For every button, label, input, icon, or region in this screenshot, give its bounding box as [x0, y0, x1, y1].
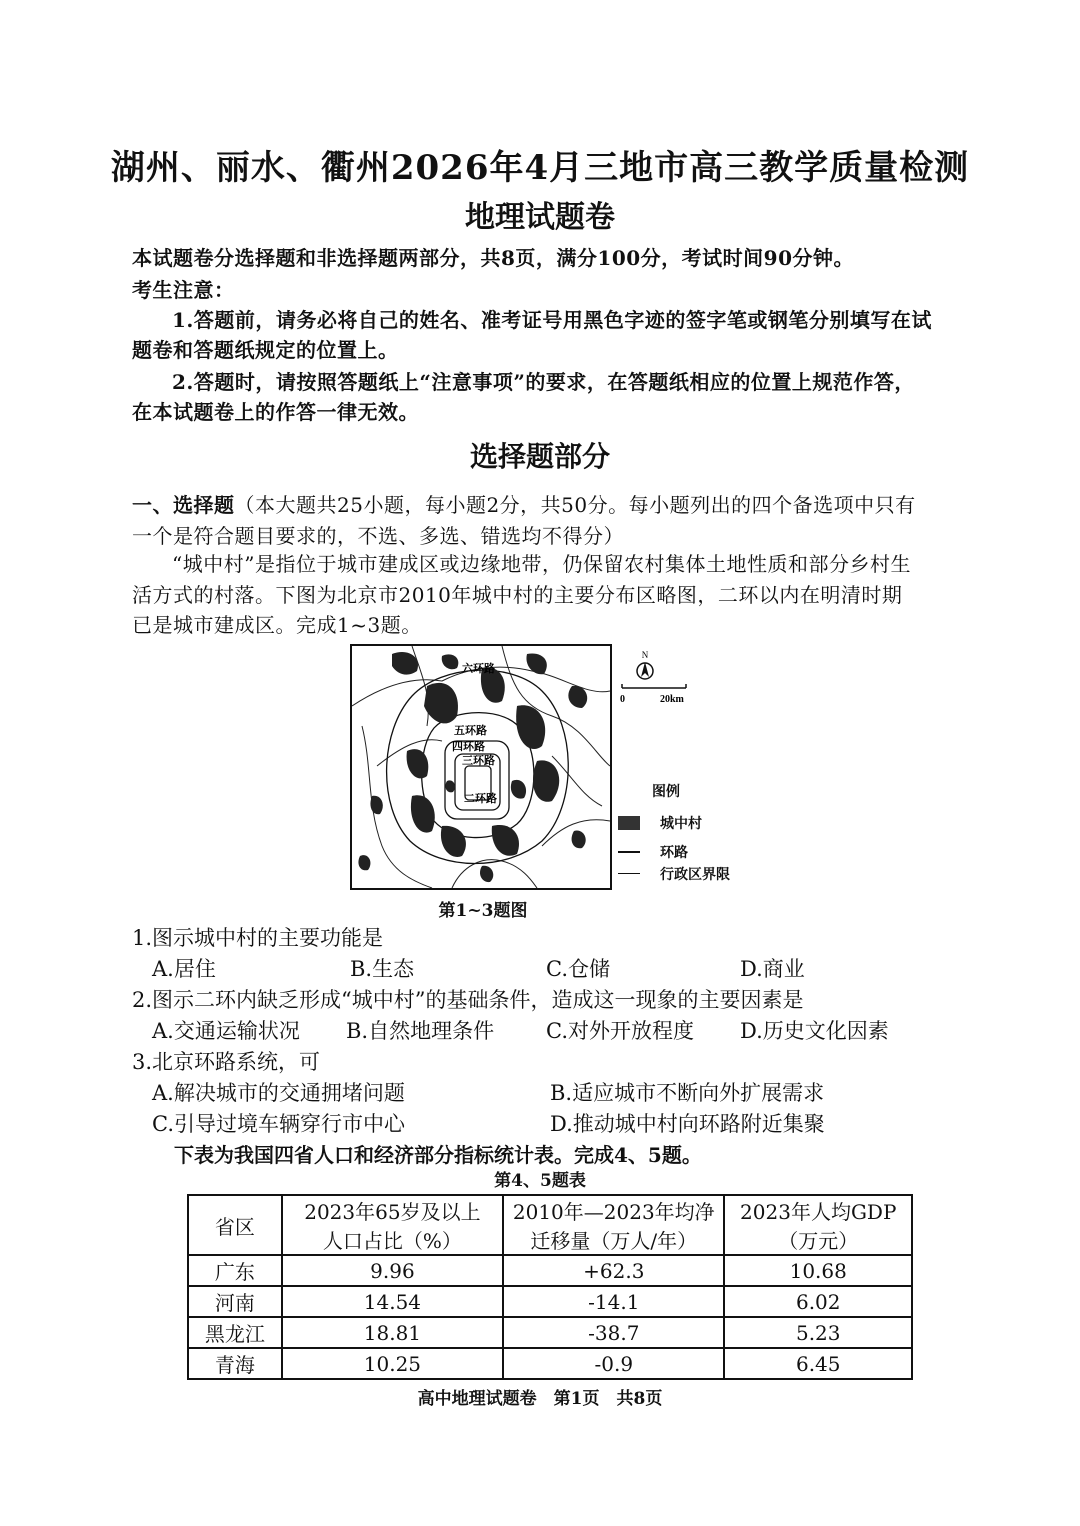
cell-gdp: 6.02 [724, 1286, 912, 1317]
table-row [188, 1286, 912, 1317]
legend-swatch-village [618, 816, 640, 830]
notice-1a: 1.答题前，请务必将自己的姓名、准考证号用黑色字迹的签字笔或钢笔分别填写在试 [172, 308, 932, 332]
question-3: 3.北京环路系统，可 [132, 1050, 321, 1074]
header-province [188, 1195, 282, 1255]
passage1-line1: “城中村”是指位于城市建成区或边缘地带，仍保留农村集体土地性质和部分乡村生 [172, 552, 911, 576]
q1-option-d: D.商业 [740, 957, 805, 981]
village-patch [511, 780, 526, 799]
table-row [188, 1348, 912, 1379]
header-text: （万元） [778, 1229, 859, 1253]
map-svg [352, 646, 610, 888]
notice-2b: 在本试题卷上的作答一律无效。 [132, 400, 419, 424]
cell-aging: 9.96 [282, 1255, 503, 1286]
boundary-line [452, 860, 537, 888]
q1-option-b: B.生态 [350, 957, 415, 981]
cell-gdp: 5.23 [724, 1317, 912, 1348]
cell-aging: 18.81 [282, 1317, 503, 1348]
header-text: 迁移量（万人/年） [530, 1229, 698, 1253]
village-patch [358, 855, 370, 870]
header-gdp [724, 1195, 912, 1255]
part1-desc-b: 一个是符合题目要求的，不选、多选、错选均不得分） [132, 524, 624, 548]
scale-zero: 0 [620, 694, 625, 705]
part1-label: 一、选择题 [132, 493, 235, 517]
cell-aging: 10.25 [282, 1348, 503, 1379]
table-row [188, 1317, 912, 1348]
q2-option-d: D.历史文化因素 [740, 1019, 889, 1043]
q3-option-d: D.推动城中村向环路附近集聚 [550, 1112, 825, 1136]
table-caption: 第4、5题表 [494, 1171, 586, 1191]
q2-option-a: A.交通运输状况 [152, 1019, 300, 1043]
table-header-row [188, 1195, 912, 1255]
q2-option-b: B.自然地理条件 [346, 1019, 495, 1043]
page-footer: 高中地理试题卷 第1页 共8页 [417, 1389, 663, 1409]
header-text: 2023年人均GDP [740, 1200, 897, 1224]
exam-subtitle: 地理试题卷 [465, 200, 615, 235]
cell-province: 黑龙江 [188, 1317, 282, 1348]
village-patch [533, 760, 559, 801]
question-1: 1.图示城中村的主要功能是 [132, 926, 384, 950]
passage2: 下表为我国四省人口和经济部分指标统计表。完成4、5题。 [174, 1143, 702, 1167]
table-row [188, 1255, 912, 1286]
stats-table [187, 1194, 913, 1380]
district-boundaries [352, 646, 610, 888]
cell-gdp: 6.45 [724, 1348, 912, 1379]
north-letter: N [641, 650, 649, 660]
header-text: 人口占比（%） [322, 1229, 462, 1253]
header-text: 省区 [214, 1214, 255, 1239]
header-aging [282, 1195, 503, 1255]
cell-province: 青海 [188, 1348, 282, 1379]
part1-desc-a: （本大题共25小题，每小题2分，共50分。每小题列出的四个备选项中只有 [234, 493, 916, 517]
village-patch [492, 825, 519, 856]
village-patch [370, 796, 382, 814]
header-text: 2023年65岁及以上 [304, 1200, 481, 1224]
village-patch [445, 780, 455, 792]
passage1-line2: 活方式的村落。下图为北京市2010年城中村的主要分布区略图，二环以内在明清时期 [132, 583, 903, 607]
q1-option-c: C.仓储 [546, 957, 610, 981]
passage1-line3: 已是城市建成区。完成1~3题。 [132, 613, 422, 637]
legend-boundary: 行政区界限 [660, 867, 730, 883]
header-migration [503, 1195, 724, 1255]
cell-province: 河南 [188, 1286, 282, 1317]
ring-label-3: 三环路 [462, 754, 495, 767]
exam-title: 湖州、丽水、衢州2026年4月三地市高三教学质量检测 [110, 148, 970, 188]
ring-label-2: 二环路 [464, 792, 497, 805]
village-patch [441, 826, 466, 857]
legend-title: 图例 [652, 784, 680, 800]
legend-village: 城中村 [660, 816, 702, 832]
header-text: 2010年—2023年均净 [512, 1200, 715, 1224]
village-patch [392, 652, 418, 675]
village-patch [411, 795, 435, 832]
urban-villages [358, 652, 587, 882]
q3-option-b: B.适应城市不断向外扩展需求 [550, 1081, 825, 1105]
legend-ring: 环路 [660, 845, 688, 861]
ring-label-5: 五环路 [454, 724, 487, 737]
village-patch [526, 653, 546, 674]
cell-migration: -38.7 [503, 1317, 724, 1348]
cell-migration: -14.1 [503, 1286, 724, 1317]
village-patch [572, 831, 586, 849]
north-scale [616, 648, 726, 708]
map-caption: 第1~3题图 [438, 901, 528, 921]
village-patch [442, 654, 459, 669]
village-patch [480, 866, 493, 882]
ring-label-6: 六环路 [462, 662, 495, 675]
legend-swatch-boundary [618, 873, 640, 874]
ring-label-4: 四环路 [452, 740, 485, 753]
cell-aging: 14.54 [282, 1286, 503, 1317]
village-patch [568, 686, 587, 708]
part1-heading [132, 489, 916, 518]
scale-distance: 20km [660, 694, 684, 705]
cell-migration: +62.3 [503, 1255, 724, 1286]
notice-title: 考生注意： [132, 278, 235, 302]
cell-province: 广东 [188, 1255, 282, 1286]
q2-option-c: C.对外开放程度 [546, 1019, 694, 1043]
q3-option-a: A.解决城市的交通拥堵问题 [152, 1081, 405, 1105]
village-patch [407, 749, 429, 778]
boundary-line [552, 756, 602, 806]
cell-gdp: 10.68 [724, 1255, 912, 1286]
section-title: 选择题部分 [469, 440, 610, 473]
cell-migration: -0.9 [503, 1348, 724, 1379]
notice-1b: 题卷和答题纸规定的位置上。 [132, 338, 399, 362]
notice-2a: 2.答题时，请按照答题纸上“注意事项”的要求，在答题纸相应的位置上规范作答， [172, 370, 915, 394]
village-patch [424, 683, 458, 724]
q3-option-c: C.引导过境车辆穿行市中心 [152, 1112, 405, 1136]
beijing-map [350, 644, 612, 890]
legend-swatch-ring [618, 851, 640, 853]
q1-option-a: A.居住 [152, 957, 216, 981]
question-2: 2.图示二环内缺乏形成“城中村”的基础条件，造成这一现象的主要因素是 [132, 988, 804, 1012]
exam-info: 本试题卷分选择题和非选择题两部分，共8页，满分100分，考试时间90分钟。 [132, 246, 854, 270]
